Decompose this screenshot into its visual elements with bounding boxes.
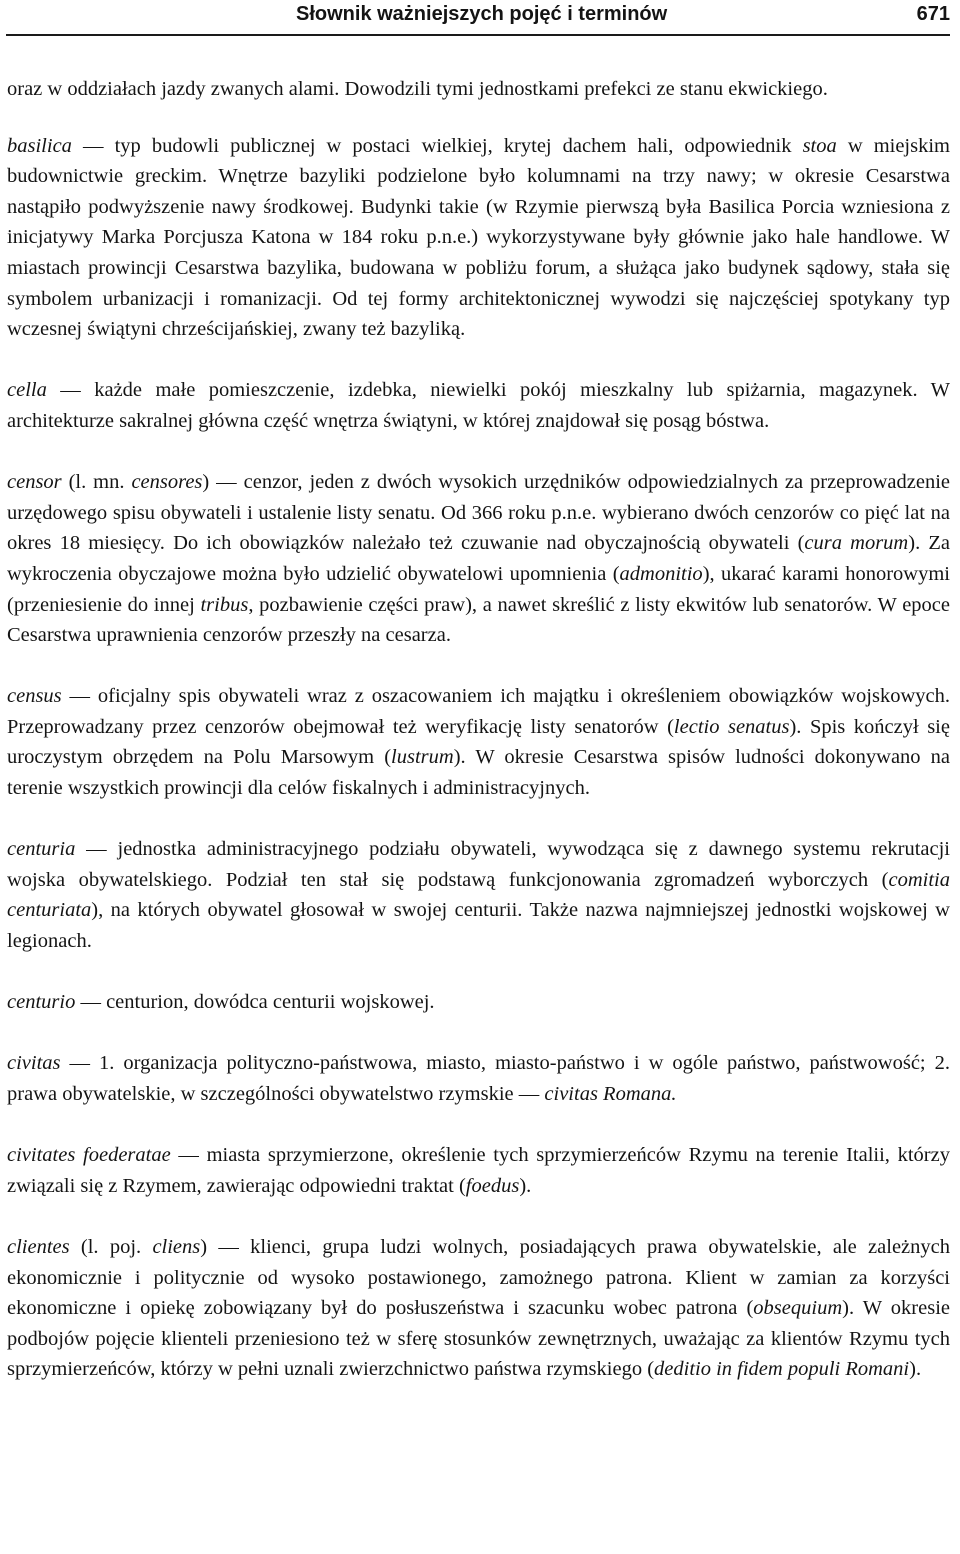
- entry-text: ). W okresie Cesarstwa spisów ludności dokonywano na terenie wszystkich prowincji dla celów fiskalnych i administracyjnych.: [7, 746, 950, 800]
- entry-term: clientes: [7, 1235, 70, 1258]
- entry-censor: [7, 467, 950, 651]
- entry-term: cella: [7, 379, 47, 402]
- entry-latin-term: cura morum: [804, 532, 909, 555]
- entry-latin-term: comitia centuriata: [7, 868, 950, 922]
- entry-text: — 1. organizacja polityczno-państwowa, miasto, miasto-państwo i w ogóle państwo, państwowość; 2. prawa obywatelskie, w szczególności obywatelstwo rzymskie —: [7, 1052, 950, 1105]
- entry-civitates-foederatae: [7, 1140, 950, 1201]
- entry-civitas: [7, 1048, 950, 1109]
- running-header: [6, 0, 950, 36]
- entry-basilica: [7, 131, 950, 345]
- entry-text: (l. mn.: [61, 471, 132, 494]
- page-number: 671: [916, 3, 950, 25]
- entry-text: — miasta sprzymierzone, określenie tych sprzymierzeńców Rzymu na terenie Italii, którzy związali się z Rzymem, zawierając odpowiedni traktat (: [7, 1144, 950, 1197]
- entry-continuation: [7, 74, 950, 105]
- entry-centurio: [7, 987, 950, 1018]
- entry-term: civitas: [7, 1052, 61, 1075]
- entry-text: ) — cenzor, jeden z dwóch wysokich urzędników odpowiedzialnych za przeprowadzenie urzędowego spisu obywateli i ustalenie listy senatu. Od 366 roku p.n.e. wybierano dwóch cenzorów co pięć lat na okres 18 miesięcy. Do ich obowiązków należało też czuwanie nad obyczajnością obywateli (: [7, 471, 951, 555]
- entry-cella: [7, 375, 950, 436]
- entry-text: ).: [909, 1358, 922, 1381]
- entry-term: centuria: [7, 838, 76, 861]
- glossary-body: [7, 74, 950, 1416]
- entry-text: (l. poj.: [69, 1235, 153, 1258]
- entry-text: w miejskim budownictwie greckim. Wnętrze bazyliki podzielone było kolumnami na trzy nawy; w okresie Cesarstwa nastąpiło podwyższenie nawy środkowej. Budynki takie (w Rzymie pierwszą była Basilica Porcia wzniesiona z inicjatywy Marka Porcjusza Katona w 184 roku p.n.e.) wykorzystywane były głównie jako hale handlowe. W miastach prowincji Cesarstwa bazylika, budowana w pobliżu forum, a służąca jako budynek sądowy, stała się symbolem urbanizacji i romanizacji. Od tej formy architektonicznej wywodzi się najczęściej spotykany typ wczesnej świątyni chrześcijańskiej, zwany też bazyliką.: [7, 134, 951, 341]
- entry-latin-term: obsequium: [753, 1297, 843, 1320]
- entry-latin-term: admonitio: [619, 562, 703, 585]
- entry-latin-term: censores: [131, 471, 203, 494]
- entry-latin-term: cliens: [152, 1235, 201, 1258]
- entry-text: ) — klienci, grupa ludzi wolnych, posiadających prawa obywatelskie, ale zależnych ekonomicznie i politycznie od wysoko postawionego, zamożnego patrona. Klient w zamian za korzyści ekonomiczne i opiekę zobowiązany był do posłuszeństwa i szacunku wobec patrona (: [7, 1235, 950, 1320]
- entry-term: civitates foederatae: [7, 1144, 171, 1167]
- entry-text: ), ukarać karami honorowymi (przeniesienie do innej: [7, 562, 950, 616]
- entry-text: — centurion, dowódca centurii wojskowej.: [75, 991, 435, 1014]
- entry-text: — jednostka administracyjnego podziału obywateli, wywodząca się z dawnego systemu rekrutacji wojska obywatelskiego. Podział ten stał się podstawą funkcjonowania zgromadzeń wyborczych (: [7, 838, 950, 891]
- entry-latin-term: lustrum: [391, 746, 454, 769]
- entry-term: census: [7, 685, 62, 708]
- entry-latin-term: deditio in fidem populi Romani: [654, 1358, 910, 1381]
- entry-text: ), na których obywatel głosował w swojej centurii. Także nazwa najmniejszej jednostki wojskowej w legionach.: [7, 899, 950, 953]
- entry-term: centurio: [7, 991, 76, 1014]
- running-header-title: Słownik ważniejszych pojęć i terminów: [296, 3, 668, 25]
- entry-text: — oficjalny spis obywateli wraz z oszacowaniem ich majątku i określeniem obowiązków wojskowych. Przeprowadzany przez cenzorów obejmował też weryfikację listy senatorów (: [7, 685, 950, 738]
- entry-latin-term: stoa: [802, 134, 837, 157]
- entry-latin-term: civitas Romana.: [544, 1083, 677, 1105]
- entry-term: basilica: [7, 134, 72, 157]
- entry-term: censor: [7, 471, 62, 494]
- entry-text: — każde małe pomieszczenie, izdebka, niewielki pokój mieszkalny lub spiżarnia, magazynek. W architekturze sakralnej główna część wnętrza świątyni, w której znajdował się posąg bóstwa.: [7, 379, 950, 432]
- entry-latin-term: tribus: [200, 593, 249, 616]
- entry-text: ). W okresie podbojów pojęcie klienteli przeniesiono też w sferę stosunków zewnętrznych, uważając za klientów Rzymu tych sprzymierzeńców, którzy w pełni uznali zwierzchnictwo państwa rzymskiego (: [7, 1297, 950, 1381]
- entry-census: [7, 681, 950, 803]
- entry-text: — typ budowli publicznej w postaci wielkiej, krytej dachem hali, odpowiednik: [71, 134, 803, 157]
- entry-text: ).: [519, 1174, 532, 1197]
- entry-latin-term: lectio senatus: [673, 715, 790, 738]
- entry-clientes: [7, 1232, 950, 1385]
- entry-text: oraz w oddziałach jazdy zwanych alami. Dowodzili tymi jednostkami prefekci ze stanu ekwickiego.: [7, 78, 828, 100]
- entry-text: , pozbawienie części praw), a nawet skreślić z listy ekwitów lub senatorów. W epoce Cesarstwa uprawnienia cenzorów przeszły na cesarza.: [7, 593, 951, 647]
- entry-centuria: [7, 834, 950, 956]
- entry-latin-term: foedus: [465, 1174, 520, 1197]
- entry-text: ). Za wykroczenia obyczajowe można było udzielić obywatelowi upomnienia (: [7, 532, 950, 585]
- entry-text: ). Spis kończył się uroczystym obrzędem na Polu Marsowym (: [7, 715, 950, 769]
